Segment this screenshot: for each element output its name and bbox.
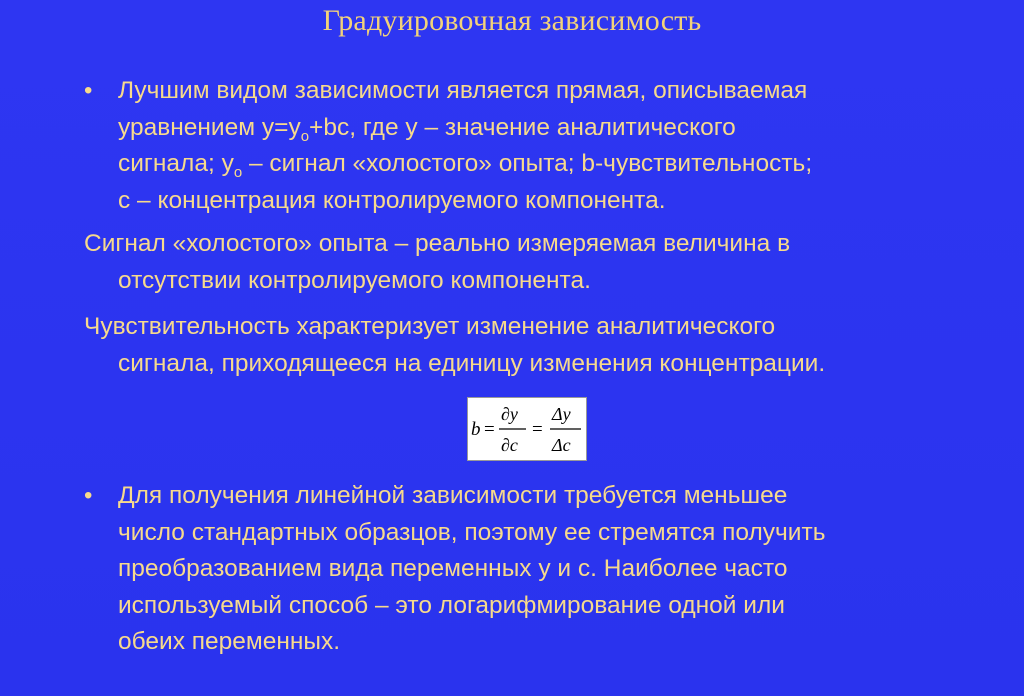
text-line: преобразованием вида переменных y и c. Наиболее часто: [118, 555, 788, 582]
formula-partial-numerator: ∂y: [501, 404, 518, 424]
text-line: Сигнал «холостого» опыта – реально измеряемая величина в: [84, 230, 791, 257]
paragraph-blank-signal: [84, 226, 790, 299]
text-line: отсутствии контролируемого компонента.: [118, 266, 591, 294]
text-line: число стандартных образцов, поэтому ее стремятся получить: [118, 518, 826, 546]
text-line: обеих переменных.: [118, 628, 341, 655]
text-line: Лучшим видом зависимости является прямая, описываемая: [118, 77, 808, 104]
subscript: o: [233, 164, 243, 181]
formula-equals: =: [484, 419, 495, 440]
formula-delta-numerator: Δy: [552, 404, 571, 424]
paragraph-sensitivity: [84, 309, 825, 382]
bullet-icon: •: [84, 482, 93, 509]
formula-equals: =: [532, 419, 543, 440]
paragraph-linear-dependence: [118, 73, 812, 219]
subscript: o: [300, 127, 310, 145]
text-line: [118, 146, 812, 183]
sensitivity-formula: [467, 397, 587, 461]
text-fragment: уравнением y=y: [118, 113, 301, 141]
text-line: сигнала, приходящееся на единицу изменения концентрации.: [118, 349, 826, 377]
formula-graphic: [468, 398, 586, 460]
text-line: Для получения линейной зависимости требуется меньшее: [118, 482, 788, 509]
text-fragment: – сигнал «холостого» опыта; b-чувствительность;: [242, 150, 813, 177]
text-line: [118, 110, 812, 147]
slide-title: Градуировочная зависимость: [322, 4, 702, 37]
paragraph-linearization: [118, 478, 825, 661]
bullet-icon: •: [84, 77, 93, 104]
formula-partial-denominator: ∂c: [501, 435, 518, 455]
text-line: Чувствительность характеризует изменение аналитического: [84, 313, 776, 340]
text-line: используемый способ – это логарифмирование одной или: [118, 591, 785, 619]
text-fragment: сигнала; y: [118, 150, 234, 177]
formula-delta-denominator: Δc: [552, 435, 571, 455]
text-fragment: +bc, где y – значение аналитического: [309, 113, 736, 141]
text-line: c – концентрация контролируемого компонента.: [118, 186, 666, 214]
formula-lhs: b: [471, 419, 481, 440]
